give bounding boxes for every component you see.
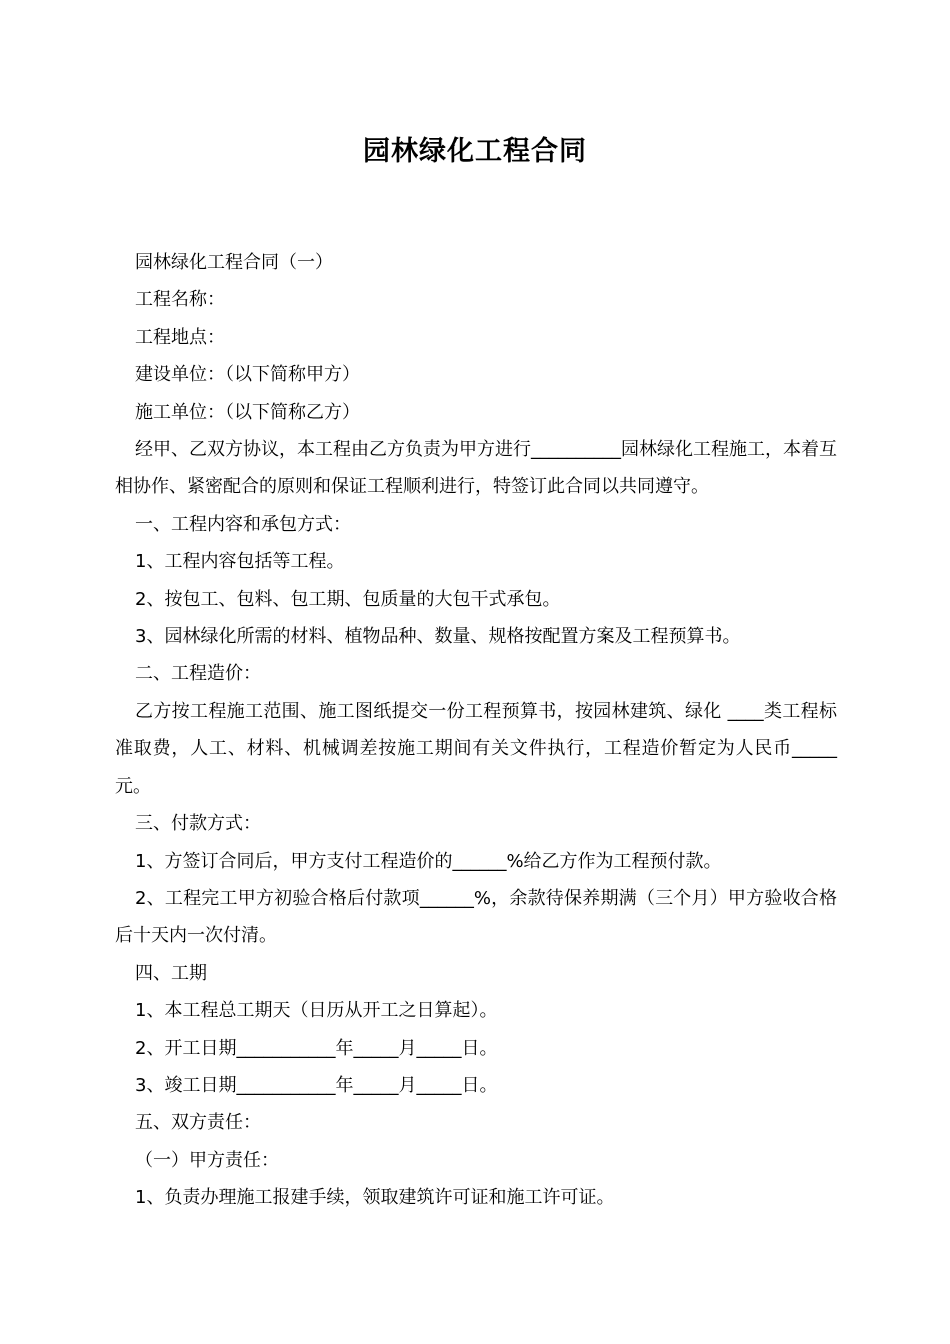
paragraph-project-location: 工程地点：	[135, 326, 225, 348]
paragraph-cost-detail: 乙方按工程施工范围、施工图纸提交一份工程预算书，按园林建筑、绿化 ____类工程标准取费，人工、材料、机械调差按施工期间有关文件执行，工程造价暂定为人民币_____元。	[115, 700, 837, 797]
paragraph-project-name: 工程名称：	[135, 289, 225, 311]
section-heading-cost: 二、工程造价：	[135, 663, 261, 685]
paragraph-schedule-item-1: 1、本工程总工期天（日历从开工之日算起）。	[135, 1000, 498, 1022]
subsection-heading-party-a: （一）甲方责任：	[135, 1149, 279, 1171]
paragraph-agreement-intro: 经甲、乙双方协议，本工程由乙方负责为甲方进行__________园林绿化工程施工，本着互相协作、紧密配合的原则和保证工程顺利进行，特签订此合同以共同遵守。	[115, 439, 837, 498]
paragraph-contract-heading: 园林绿化工程合同（一）	[135, 252, 333, 273]
section-heading-scope: 一、工程内容和承包方式：	[135, 513, 351, 535]
paragraph-schedule-item-2: 2、开工日期___________年_____月_____日。	[135, 1037, 498, 1059]
section-heading-schedule: 四、工期	[135, 962, 207, 984]
paragraph-party-a-item-1: 1、负责办理施工报建手续，领取建筑许可证和施工许可证。	[135, 1187, 615, 1209]
paragraph-contractor-unit: 施工单位：（以下简称乙方）	[135, 401, 360, 423]
paragraph-schedule-item-3: 3、竣工日期___________年_____月_____日。	[135, 1074, 498, 1096]
section-heading-payment: 三、付款方式：	[135, 813, 261, 835]
paragraph-payment-item-2: 2、工程完工甲方初验合格后付款项______%，余款待保养期满（三个月）甲方验收合格后十天内一次付清。	[115, 887, 837, 947]
document-title: 园林绿化工程合同	[363, 136, 587, 167]
document-body	[115, 244, 837, 1217]
paragraph-scope-item-1: 1、工程内容包括等工程。	[135, 551, 345, 573]
paragraph-payment-item-1: 1、方签订合同后，甲方支付工程造价的______%给乙方作为工程预付款。	[135, 850, 722, 872]
paragraph-scope-item-2: 2、按包工、包料、包工期、包质量的大包干式承包。	[135, 588, 561, 610]
section-heading-responsibilities: 五、双方责任：	[135, 1112, 261, 1134]
paragraph-scope-item-3: 3、园林绿化所需的材料、植物品种、数量、规格按配置方案及工程预算书。	[135, 626, 741, 648]
paragraph-construction-unit: 建设单位：（以下简称甲方）	[135, 364, 360, 386]
